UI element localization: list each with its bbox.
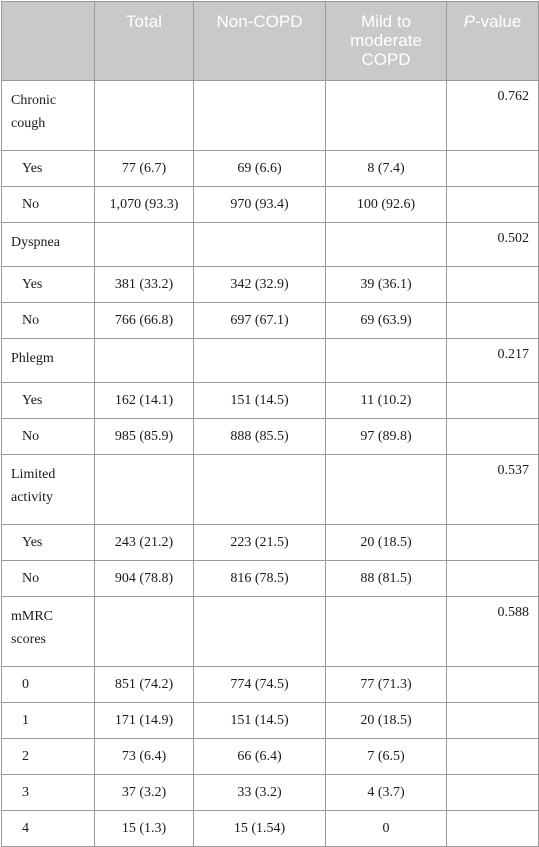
p-value-cell: 0.217 <box>447 339 539 383</box>
empty-cell <box>326 81 447 151</box>
category-row-phlegm <box>2 339 539 383</box>
row-label: 4 <box>2 811 95 847</box>
total-cell: 162 (14.1) <box>95 383 194 419</box>
row-label <box>2 81 95 151</box>
total-cell: 243 (21.2) <box>95 525 194 561</box>
category-row-chronic-cough <box>2 81 539 151</box>
p-value-cell: 0.502 <box>447 223 539 267</box>
row-label-line1: Chronic <box>11 93 57 108</box>
row-label: Yes <box>2 267 95 303</box>
row-label-line2: scores <box>11 632 46 647</box>
copd-cell: 97 (89.8) <box>326 419 447 455</box>
empty-cell <box>194 339 326 383</box>
category-row-mmrc-scores <box>2 597 539 667</box>
p-value-cell: 0.537 <box>447 455 539 525</box>
table-header <box>2 2 539 81</box>
data-table <box>1 1 539 847</box>
empty-cell <box>447 303 539 339</box>
non-copd-cell: 816 (78.5) <box>194 561 326 597</box>
header-mild-moderate-copd-line3: COPD <box>361 50 411 69</box>
non-copd-cell: 33 (3.2) <box>194 775 326 811</box>
row-label: No <box>2 561 95 597</box>
table-row <box>2 419 539 455</box>
row-label <box>2 455 95 525</box>
copd-cell: 11 (10.2) <box>326 383 447 419</box>
table-row <box>2 383 539 419</box>
empty-cell <box>326 455 447 525</box>
copd-cell: 69 (63.9) <box>326 303 447 339</box>
non-copd-cell: 342 (32.9) <box>194 267 326 303</box>
table-row <box>2 739 539 775</box>
non-copd-cell: 970 (93.4) <box>194 187 326 223</box>
row-label: Dyspnea <box>2 223 95 267</box>
row-label: Yes <box>2 525 95 561</box>
table-row <box>2 561 539 597</box>
row-label <box>2 597 95 667</box>
table-row <box>2 667 539 703</box>
copd-cell: 39 (36.1) <box>326 267 447 303</box>
header-mild-moderate-copd <box>326 2 447 81</box>
row-label-line2: activity <box>11 490 53 505</box>
table-row <box>2 811 539 847</box>
non-copd-cell: 888 (85.5) <box>194 419 326 455</box>
empty-cell <box>95 455 194 525</box>
copd-cell: 4 (3.7) <box>326 775 447 811</box>
header-p-value <box>447 2 539 81</box>
row-label: No <box>2 303 95 339</box>
row-label: Yes <box>2 151 95 187</box>
row-label: Yes <box>2 383 95 419</box>
empty-cell <box>447 419 539 455</box>
empty-cell <box>194 455 326 525</box>
copd-cell: 20 (18.5) <box>326 703 447 739</box>
total-cell: 171 (14.9) <box>95 703 194 739</box>
header-mild-moderate-copd-line1: Mild to <box>360 12 412 31</box>
non-copd-cell: 774 (74.5) <box>194 667 326 703</box>
non-copd-cell: 223 (21.5) <box>194 525 326 561</box>
empty-cell <box>447 267 539 303</box>
table-row <box>2 303 539 339</box>
total-cell: 851 (74.2) <box>95 667 194 703</box>
copd-cell: 20 (18.5) <box>326 525 447 561</box>
total-cell: 904 (78.8) <box>95 561 194 597</box>
non-copd-cell: 151 (14.5) <box>194 703 326 739</box>
copd-cell: 7 (6.5) <box>326 739 447 775</box>
empty-cell <box>326 339 447 383</box>
empty-cell <box>447 667 539 703</box>
table-row <box>2 703 539 739</box>
empty-cell <box>326 223 447 267</box>
row-label: 2 <box>2 739 95 775</box>
header-total: Total <box>95 2 194 81</box>
table-row <box>2 151 539 187</box>
empty-cell <box>326 597 447 667</box>
total-cell: 15 (1.3) <box>95 811 194 847</box>
row-label: 0 <box>2 667 95 703</box>
empty-cell <box>95 81 194 151</box>
header-p-italic: P <box>463 12 476 31</box>
table-row <box>2 525 539 561</box>
empty-cell <box>447 739 539 775</box>
row-label: 3 <box>2 775 95 811</box>
header-non-copd: Non-COPD <box>194 2 326 81</box>
category-row-dyspnea <box>2 223 539 267</box>
empty-cell <box>447 187 539 223</box>
row-label: 1 <box>2 703 95 739</box>
empty-cell <box>447 811 539 847</box>
row-label-line1: mMRC <box>11 609 54 624</box>
table-row <box>2 267 539 303</box>
total-cell: 985 (85.9) <box>95 419 194 455</box>
total-cell: 73 (6.4) <box>95 739 194 775</box>
empty-cell <box>95 597 194 667</box>
non-copd-cell: 15 (1.54) <box>194 811 326 847</box>
table-row <box>2 775 539 811</box>
empty-cell <box>447 151 539 187</box>
empty-cell <box>194 81 326 151</box>
table-body <box>2 81 539 847</box>
row-label: No <box>2 187 95 223</box>
header-row <box>2 2 539 81</box>
empty-cell <box>95 223 194 267</box>
total-cell: 1,070 (93.3) <box>95 187 194 223</box>
copd-cell: 0 <box>326 811 447 847</box>
total-cell: 766 (66.8) <box>95 303 194 339</box>
non-copd-cell: 697 (67.1) <box>194 303 326 339</box>
p-value-cell: 0.762 <box>447 81 539 151</box>
empty-cell <box>447 525 539 561</box>
total-cell: 381 (33.2) <box>95 267 194 303</box>
header-blank-cell <box>2 2 95 81</box>
copd-cell: 100 (92.6) <box>326 187 447 223</box>
total-cell: 77 (6.7) <box>95 151 194 187</box>
empty-cell <box>447 561 539 597</box>
category-row-limited-activity <box>2 455 539 525</box>
copd-cell: 8 (7.4) <box>326 151 447 187</box>
non-copd-cell: 69 (6.6) <box>194 151 326 187</box>
non-copd-cell: 151 (14.5) <box>194 383 326 419</box>
empty-cell <box>194 223 326 267</box>
empty-cell <box>447 775 539 811</box>
empty-cell <box>194 597 326 667</box>
copd-cell: 88 (81.5) <box>326 561 447 597</box>
row-label-line2: cough <box>11 116 46 131</box>
p-value-cell: 0.588 <box>447 597 539 667</box>
table-row <box>2 187 539 223</box>
empty-cell <box>447 703 539 739</box>
non-copd-cell: 66 (6.4) <box>194 739 326 775</box>
header-p-rest: -value <box>475 12 522 31</box>
row-label-line1: Limited <box>11 467 56 482</box>
row-label: No <box>2 419 95 455</box>
empty-cell <box>447 383 539 419</box>
total-cell: 37 (3.2) <box>95 775 194 811</box>
copd-cell: 77 (71.3) <box>326 667 447 703</box>
empty-cell <box>95 339 194 383</box>
header-mild-moderate-copd-line2: moderate <box>350 31 422 50</box>
row-label: Phlegm <box>2 339 95 383</box>
